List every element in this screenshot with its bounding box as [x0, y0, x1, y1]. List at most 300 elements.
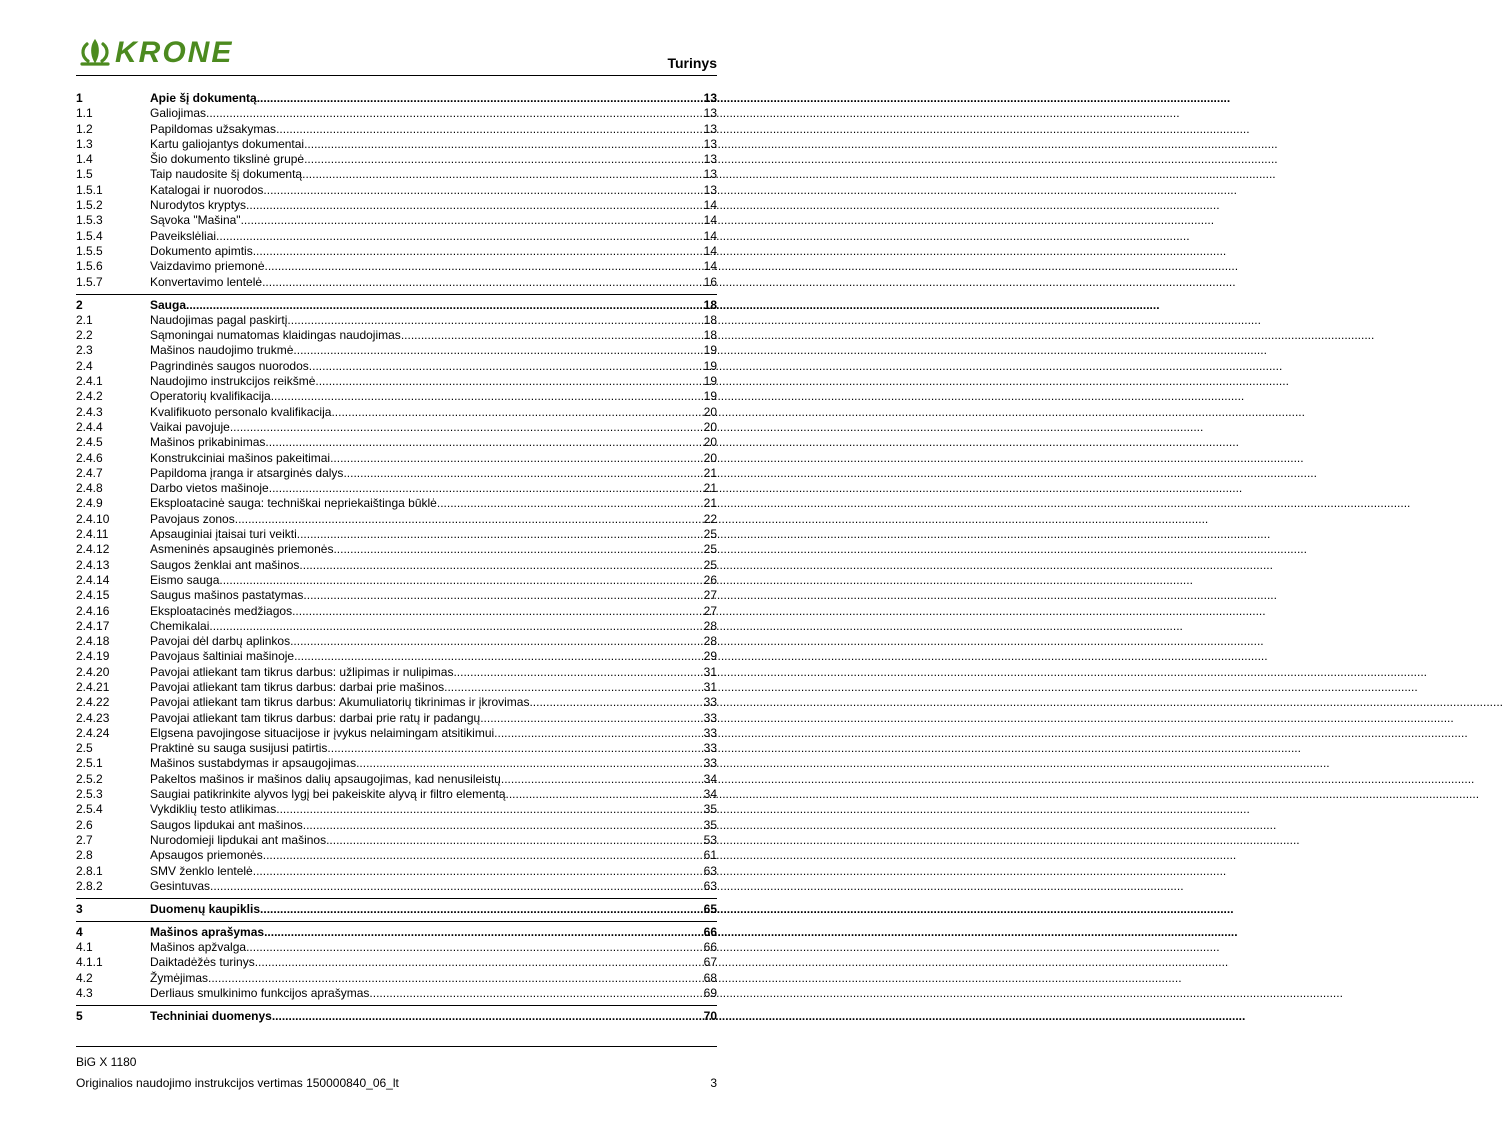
toc-entry-page: 28 [703, 618, 717, 633]
toc-entry-title: Sąvoka "Mašina" [150, 213, 241, 228]
toc-entry-title-wrap [150, 756, 695, 771]
toc-dot-leader [315, 374, 1289, 389]
toc-chapter-entry[interactable] [76, 294, 717, 313]
toc-entry-title-wrap [150, 619, 695, 634]
toc-dot-leader [246, 198, 1220, 213]
toc-entry[interactable] [76, 167, 717, 182]
toc-dot-leader [501, 772, 1475, 787]
toc-entry-number: 2.4.2 [76, 389, 103, 404]
toc-entry-title: Derliaus smulkinimo funkcijos aprašymas [150, 986, 370, 1001]
toc-entry-title-wrap [150, 91, 695, 106]
toc-entry[interactable] [76, 863, 717, 878]
toc-entry-title: Pavojai atliekant tam tikrus darbus: Akumuliatorių tikrinimas ir įkrovimas [150, 695, 530, 710]
footer-document-line [76, 1076, 717, 1090]
krone-logo [77, 36, 233, 70]
toc-entry-number: 2.4.7 [76, 465, 103, 480]
toc-dot-leader [302, 167, 1276, 182]
toc-entry-page: 22 [703, 511, 717, 526]
toc-entry-page: 18 [703, 328, 717, 343]
toc-entry-page: 65 [703, 901, 717, 916]
toc-dot-leader [271, 389, 1245, 404]
toc-entry-title-wrap [150, 466, 695, 481]
toc-entry[interactable] [76, 313, 717, 328]
toc-entry-page: 26 [703, 572, 717, 587]
toc-entry-title-wrap [150, 848, 695, 863]
toc-entry-number: 1.5.1 [76, 182, 103, 197]
toc-entry-title-wrap [150, 213, 695, 228]
toc-entry-page: 69 [703, 986, 717, 1001]
toc-entry-title-wrap [150, 167, 695, 182]
toc-entry[interactable] [76, 588, 717, 603]
toc-entry[interactable] [76, 389, 717, 404]
toc-entry[interactable] [76, 198, 717, 213]
toc-entry-title-wrap [150, 374, 695, 389]
toc-entry-number: 2.4.12 [76, 542, 110, 557]
toc-dot-leader [276, 802, 1250, 817]
toc-entry-number: 2.7 [76, 832, 93, 847]
footer-rule [76, 1046, 717, 1047]
toc-entry-page: 70 [703, 1009, 717, 1024]
toc-entry-number: 1.3 [76, 136, 93, 151]
toc-entry[interactable] [76, 695, 717, 710]
toc-entry[interactable] [76, 710, 717, 725]
toc-entry-title-wrap [150, 726, 695, 741]
toc-dot-leader [290, 634, 1264, 649]
toc-entry-title: Papildoma įranga ir atsarginės dalys [150, 465, 344, 480]
toc-entry-title: Galiojimas [150, 106, 207, 121]
toc-entry-number: 2.5.3 [76, 787, 103, 802]
toc-entry-title: Žymėjimas [150, 970, 209, 985]
toc-entry-title-wrap [150, 864, 695, 879]
toc-entry[interactable] [76, 213, 717, 228]
toc-entry-title-wrap [150, 818, 695, 833]
footer-document-title: Originalios naudojimo instrukcijos vertimas 150000840_06_lt [76, 1076, 399, 1090]
toc-entry-number: 2.8 [76, 848, 93, 863]
toc-dot-leader [287, 313, 1261, 328]
toc-entry-number: 2.5.1 [76, 756, 103, 771]
toc-entry[interactable] [76, 619, 717, 634]
toc-entry-title: Chemikalai [150, 618, 210, 633]
toc-entry-title-wrap [150, 389, 695, 404]
toc-entry-title: Eksploatacinė sauga: techniškai nepriekaištinga būklė [150, 496, 437, 511]
toc-entry-number: 2.4.5 [76, 435, 103, 450]
toc-entry-number: 2.4.4 [76, 419, 103, 434]
toc-entry[interactable] [76, 940, 717, 955]
toc-entry-title: Pavojai atliekant tam tikrus darbus: užlipimas ir nulipimas [150, 664, 454, 679]
toc-entry-page: 25 [703, 557, 717, 572]
toc-entry-title: Papildomas užsakymas [150, 121, 277, 136]
toc-entry-title: Kartu galiojantys dokumentai [150, 136, 305, 151]
toc-entry-title-wrap [150, 298, 695, 313]
toc-chapter-entry[interactable] [76, 90, 717, 106]
toc-dot-leader [303, 588, 1277, 603]
toc-entry[interactable] [76, 741, 717, 756]
toc-entry[interactable] [76, 244, 717, 259]
toc-dot-leader [330, 451, 1304, 466]
toc-entry[interactable] [76, 420, 717, 435]
toc-entry-title: Katalogai ir nuorodos [150, 182, 264, 197]
toc-entry-title: Konstrukciniai mašinos pakeitimai [150, 450, 331, 465]
toc-entry-number: 3 [76, 901, 83, 916]
toc-entry[interactable] [76, 274, 717, 289]
toc-dot-leader [264, 925, 1238, 940]
toc-entry-title-wrap [150, 275, 695, 290]
toc-entry-number: 2.4.11 [76, 527, 109, 542]
toc-entry-number: 4.2 [76, 970, 93, 985]
toc-dot-leader [299, 558, 1273, 573]
toc-dot-leader [265, 259, 1239, 274]
toc-entry-title: Mašinos aprašymas [150, 924, 265, 939]
toc-entry-title: Kvalifikuoto personalo kvalifikacija [150, 404, 332, 419]
toc-entry-number: 2.3 [76, 343, 93, 358]
toc-dot-leader [297, 527, 1271, 542]
toc-entry-title: Eksploatacinės medžiagos [150, 603, 293, 618]
toc-entry-title: Konvertavimo lentelė [150, 274, 263, 289]
toc-dot-leader [241, 213, 1215, 228]
toc-entry-page: 16 [703, 274, 717, 289]
toc-entry[interactable] [76, 106, 717, 121]
toc-entry-number: 2.6 [76, 817, 93, 832]
toc-entry-page: 13 [703, 91, 717, 105]
toc-entry-title: Mašinos sustabdymas ir apsaugojimas [150, 756, 357, 771]
toc-entry-number: 1.5.4 [76, 228, 103, 243]
toc-entry-title-wrap [150, 902, 695, 917]
toc-dot-leader [276, 122, 1250, 137]
toc-entry-title: Gesintuvas [150, 878, 211, 893]
toc-entry-title: Apie šį dokumentą [150, 91, 257, 105]
toc-entry[interactable] [76, 259, 717, 274]
toc-entry-title-wrap [150, 711, 695, 726]
toc-entry-title-wrap [150, 359, 695, 374]
toc-entry-title: Saugus mašinos pastatymas [150, 588, 304, 603]
toc-dot-leader [253, 244, 1227, 259]
toc-entry-page: 14 [703, 198, 717, 213]
toc-entry-page: 13 [703, 136, 717, 151]
toc-entry[interactable] [76, 603, 717, 618]
toc-entry-number: 2.4.18 [76, 634, 110, 649]
toc-entry-title: Pakeltos mašinos ir mašinos dalių apsaugojimas, kad nenusileistų [150, 771, 501, 786]
toc-entry-title: Mašinos prikabinimas [150, 435, 266, 450]
toc-entry-title-wrap [150, 328, 695, 343]
toc-entry-title-wrap [150, 512, 695, 527]
toc-entry-title-wrap [150, 1009, 695, 1024]
toc-entry-page: 21 [703, 496, 717, 511]
page-section-title: Turinys [667, 55, 717, 71]
toc-dot-leader [309, 359, 1283, 374]
toc-entry-title: Apsaugos priemonės [150, 848, 263, 863]
toc-entry[interactable] [76, 848, 717, 863]
toc-entry[interactable] [76, 802, 717, 817]
toc-entry-number: 1.5.3 [76, 213, 103, 228]
toc-entry-title-wrap [150, 481, 695, 496]
toc-entry[interactable] [76, 343, 717, 358]
toc-entry-title-wrap [150, 971, 695, 986]
toc-entry[interactable] [76, 137, 717, 152]
toc-dot-leader [294, 649, 1268, 664]
footer-model: BiG X 1180 [76, 1055, 137, 1069]
toc-chapter-entry[interactable] [76, 1005, 717, 1024]
toc-entry-title-wrap [150, 313, 695, 328]
toc-entry-page: 19 [703, 343, 717, 358]
toc-entry[interactable] [76, 986, 717, 1001]
toc-entry[interactable] [76, 649, 717, 664]
toc-entry-title: Naudojimas pagal paskirtį [150, 312, 288, 327]
toc-entry-title: Daiktadėžės turinys [150, 955, 255, 970]
toc-entry[interactable] [76, 970, 717, 985]
toc-entry-number: 2.4.24 [76, 725, 110, 740]
toc-entry-number: 2.4.3 [76, 404, 103, 419]
toc-entry-title: Sauga [150, 297, 187, 312]
toc-entry-title: Pavojai dėl darbų aplinkos [150, 634, 291, 649]
toc-entry-page: 25 [703, 527, 717, 542]
toc-dot-leader [326, 833, 1300, 848]
toc-entry-title-wrap [150, 879, 695, 894]
toc-entry-page: 66 [703, 924, 717, 939]
toc-entry-page: 20 [703, 419, 717, 434]
toc-entry-number: 1.5.5 [76, 243, 103, 258]
toc-entry[interactable] [76, 328, 717, 343]
toc-entry-page: 53 [703, 832, 717, 847]
toc-entry-page: 19 [703, 389, 717, 404]
toc-dot-leader [480, 711, 1454, 726]
toc-entry-number: 1.5.6 [76, 259, 103, 274]
toc-entry[interactable] [76, 358, 717, 373]
toc-entry[interactable] [76, 121, 717, 136]
toc-entry-title: Mašinos apžvalga [150, 940, 247, 955]
toc-entry-title-wrap [150, 604, 695, 619]
toc-entry-title: Saugiai patikrinkite alyvos lygį bei pakeiskite alyvą ir filtro elementą [150, 787, 506, 802]
toc-entry-title: Pavojai atliekant tam tikrus darbus: darbai prie ratų ir padangų [150, 710, 481, 725]
toc-dot-leader [206, 106, 1180, 121]
toc-entry-page: 14 [703, 259, 717, 274]
toc-entry-title: Sąmoningai numatomas klaidingas naudojimas [150, 328, 401, 343]
toc-dot-leader [343, 466, 1317, 481]
toc-entry-title: Darbo vietos mašinoje [150, 481, 269, 496]
toc-entry[interactable] [76, 833, 717, 848]
toc-entry-title-wrap [150, 925, 695, 940]
toc-dot-leader [333, 542, 1307, 557]
toc-dot-leader [529, 695, 1503, 710]
toc-entry-page: 67 [703, 955, 717, 970]
toc-dot-leader [265, 435, 1239, 450]
toc-entry-number: 2.4.17 [76, 618, 110, 633]
toc-entry-number: 5 [76, 1009, 83, 1024]
toc-entry-number: 2.4.10 [76, 511, 110, 526]
toc-entry-number: 1 [76, 91, 83, 105]
toc-entry-title: Asmeninės apsauginės priemonės [150, 542, 334, 557]
toc-entry-title-wrap [150, 558, 695, 573]
toc-dot-leader [269, 481, 1243, 496]
toc-entry-title: Pavojaus šaltiniai mašinoje [150, 649, 295, 664]
toc-entry[interactable] [76, 435, 717, 450]
toc-entry-title-wrap [150, 244, 695, 259]
toc-entry-page: 19 [703, 374, 717, 389]
toc-dot-leader [260, 902, 1234, 917]
toc-entry[interactable] [76, 228, 717, 243]
toc-entry-title-wrap [150, 183, 695, 198]
toc-entry-number: 2.5.2 [76, 771, 103, 786]
toc-entry-title: Naudojimo instrukcijos reikšmė [150, 374, 316, 389]
toc-dot-leader [262, 275, 1236, 290]
toc-entry-page: 29 [703, 649, 717, 664]
toc-dot-leader [304, 152, 1278, 167]
toc-entry-page: 33 [703, 695, 717, 710]
toc-entry[interactable] [76, 787, 717, 802]
toc-dot-leader [494, 726, 1468, 741]
brand-logo-text: KRONE [115, 36, 234, 69]
toc-dot-leader [293, 343, 1267, 358]
toc-entry[interactable] [76, 374, 717, 389]
toc-dot-leader [331, 405, 1305, 420]
toc-dot-leader [401, 328, 1375, 343]
toc-entry-title: Vaizdavimo priemonė [150, 259, 265, 274]
toc-entry-title-wrap [150, 435, 695, 450]
toc-entry-title-wrap [150, 451, 695, 466]
toc-entry-title: Nurodytos kryptys [150, 198, 247, 213]
toc-entry-page: 27 [703, 588, 717, 603]
toc-entry[interactable] [76, 680, 717, 695]
toc-dot-leader [444, 680, 1418, 695]
toc-entry[interactable] [76, 634, 717, 649]
toc-entry-title-wrap [150, 122, 695, 137]
toc-entry-number: 2.8.2 [76, 878, 103, 893]
toc-dot-leader [263, 183, 1237, 198]
toc-dot-leader [263, 848, 1237, 863]
toc-entry[interactable] [76, 182, 717, 197]
krone-crown-icon [77, 38, 113, 68]
toc-entry-title: Techniniai duomenys [150, 1009, 272, 1024]
toc-entry-title-wrap [150, 229, 695, 244]
toc-entry[interactable] [76, 955, 717, 970]
toc-entry[interactable] [76, 404, 717, 419]
toc-entry-page: 63 [703, 863, 717, 878]
toc-entry-page: 18 [703, 312, 717, 327]
toc-entry-page: 33 [703, 756, 717, 771]
toc-chapter-entry[interactable] [76, 921, 717, 940]
toc-entry-number: 2.4.22 [76, 695, 110, 710]
toc-entry-number: 2.5 [76, 741, 93, 756]
toc-entry-number: 1.5.7 [76, 274, 103, 289]
toc-entry[interactable] [76, 879, 717, 894]
toc-entry-number: 2.4.19 [76, 649, 110, 664]
toc-entry-number: 2.5.4 [76, 802, 103, 817]
toc-entry-number: 2.4.14 [76, 572, 110, 587]
toc-entry-page: 14 [703, 228, 717, 243]
toc-entry-number: 2.4.9 [76, 496, 103, 511]
toc-dot-leader [246, 940, 1220, 955]
toc-entry-title-wrap [150, 527, 695, 542]
toc-entry-number: 2.4.15 [76, 588, 110, 603]
toc-entry-title-wrap [150, 634, 695, 649]
toc-dot-leader [292, 604, 1266, 619]
toc-entry-page: 35 [703, 817, 717, 832]
toc-entry-page: 13 [703, 167, 717, 182]
toc-entry-number: 4.1.1 [76, 955, 103, 970]
toc-entry-number: 4.1 [76, 940, 93, 955]
toc-entry-number: 4 [76, 924, 83, 939]
toc-entry-title: Saugos lipdukai ant mašinos [150, 817, 303, 832]
toc-entry-number: 2.8.1 [76, 863, 103, 878]
toc-entry-title: Dokumento apimtis [150, 243, 253, 258]
toc-entry-title-wrap [150, 772, 695, 787]
toc-entry[interactable] [76, 756, 717, 771]
toc-entry-title: Elgsena pavojingose situacijose ir įvykus nelaimingam atsitikimui [150, 725, 495, 740]
toc-entry-number: 2.4.21 [76, 679, 110, 694]
toc-entry-title: Eismo sauga [150, 572, 220, 587]
toc-entry-title-wrap [150, 649, 695, 664]
toc-entry-number: 1.1 [76, 106, 93, 121]
toc-entry[interactable] [76, 557, 717, 572]
toc-entry-page: 13 [703, 152, 717, 167]
toc-dot-leader [327, 741, 1301, 756]
toc-entry-page: 14 [703, 213, 717, 228]
toc-entry[interactable] [76, 817, 717, 832]
toc-dot-leader [257, 91, 1231, 106]
toc-entry[interactable] [76, 664, 717, 679]
toc-entry-number: 1.2 [76, 121, 93, 136]
toc-chapter-entry[interactable] [76, 898, 717, 917]
toc-entry-page: 18 [703, 297, 717, 312]
toc-entry-title-wrap [150, 787, 695, 802]
toc-entry[interactable] [76, 481, 717, 496]
toc-entry-title-wrap [150, 940, 695, 955]
toc-entry[interactable] [76, 527, 717, 542]
toc-entry-page: 61 [703, 848, 717, 863]
footer-page-number: 3 [710, 1076, 717, 1090]
toc-dot-leader [304, 137, 1278, 152]
toc-entry-title-wrap [150, 343, 695, 358]
toc-entry-number: 2.1 [76, 312, 93, 327]
toc-entry-number: 2.4.8 [76, 481, 103, 496]
toc-entry-title-wrap [150, 833, 695, 848]
toc-dot-leader [303, 818, 1277, 833]
toc-entry-page: 31 [703, 679, 717, 694]
toc-entry-title: Vykdiklių testo atlikimas [150, 802, 277, 817]
toc-entry-number: 2.4.1 [76, 374, 103, 389]
toc-entry-title: Paveikslėliai [150, 228, 217, 243]
toc-entry-number: 1.4 [76, 152, 93, 167]
toc-entry[interactable] [76, 726, 717, 741]
toc-entry-title: Pagrindinės saugos nuorodos [150, 358, 309, 373]
toc-entry-number: 4.3 [76, 986, 93, 1001]
toc-dot-leader [255, 955, 1229, 970]
toc-entry[interactable] [76, 542, 717, 557]
toc-entry-number: 2.2 [76, 328, 93, 343]
toc-entry-page: 31 [703, 664, 717, 679]
toc-entry-title: Šio dokumento tikslinė grupė [150, 152, 305, 167]
toc-entry-title: Taip naudosite šį dokumentą [150, 167, 303, 182]
toc-entry-title: Duomenų kaupiklis [150, 901, 261, 916]
toc-entry[interactable] [76, 573, 717, 588]
toc-entry-number: 2.4.13 [76, 557, 110, 572]
toc-entry-title-wrap [150, 106, 695, 121]
toc-entry[interactable] [76, 450, 717, 465]
toc-entry-page: 33 [703, 741, 717, 756]
toc-dot-leader [356, 756, 1330, 771]
toc-entry-page: 63 [703, 878, 717, 893]
toc-entry[interactable] [76, 771, 717, 786]
toc-entry-number: 2.4 [76, 358, 93, 373]
toc-entry[interactable] [76, 152, 717, 167]
toc-entry-title: Pavojaus zonos [150, 511, 235, 526]
toc-entry-page: 28 [703, 634, 717, 649]
toc-entry[interactable] [76, 511, 717, 526]
toc-entry[interactable] [76, 466, 717, 481]
toc-entry[interactable] [76, 496, 717, 511]
toc-entry-number: 1.5.2 [76, 198, 103, 213]
toc-entry-title-wrap [150, 986, 695, 1001]
toc-entry-title-wrap [150, 405, 695, 420]
